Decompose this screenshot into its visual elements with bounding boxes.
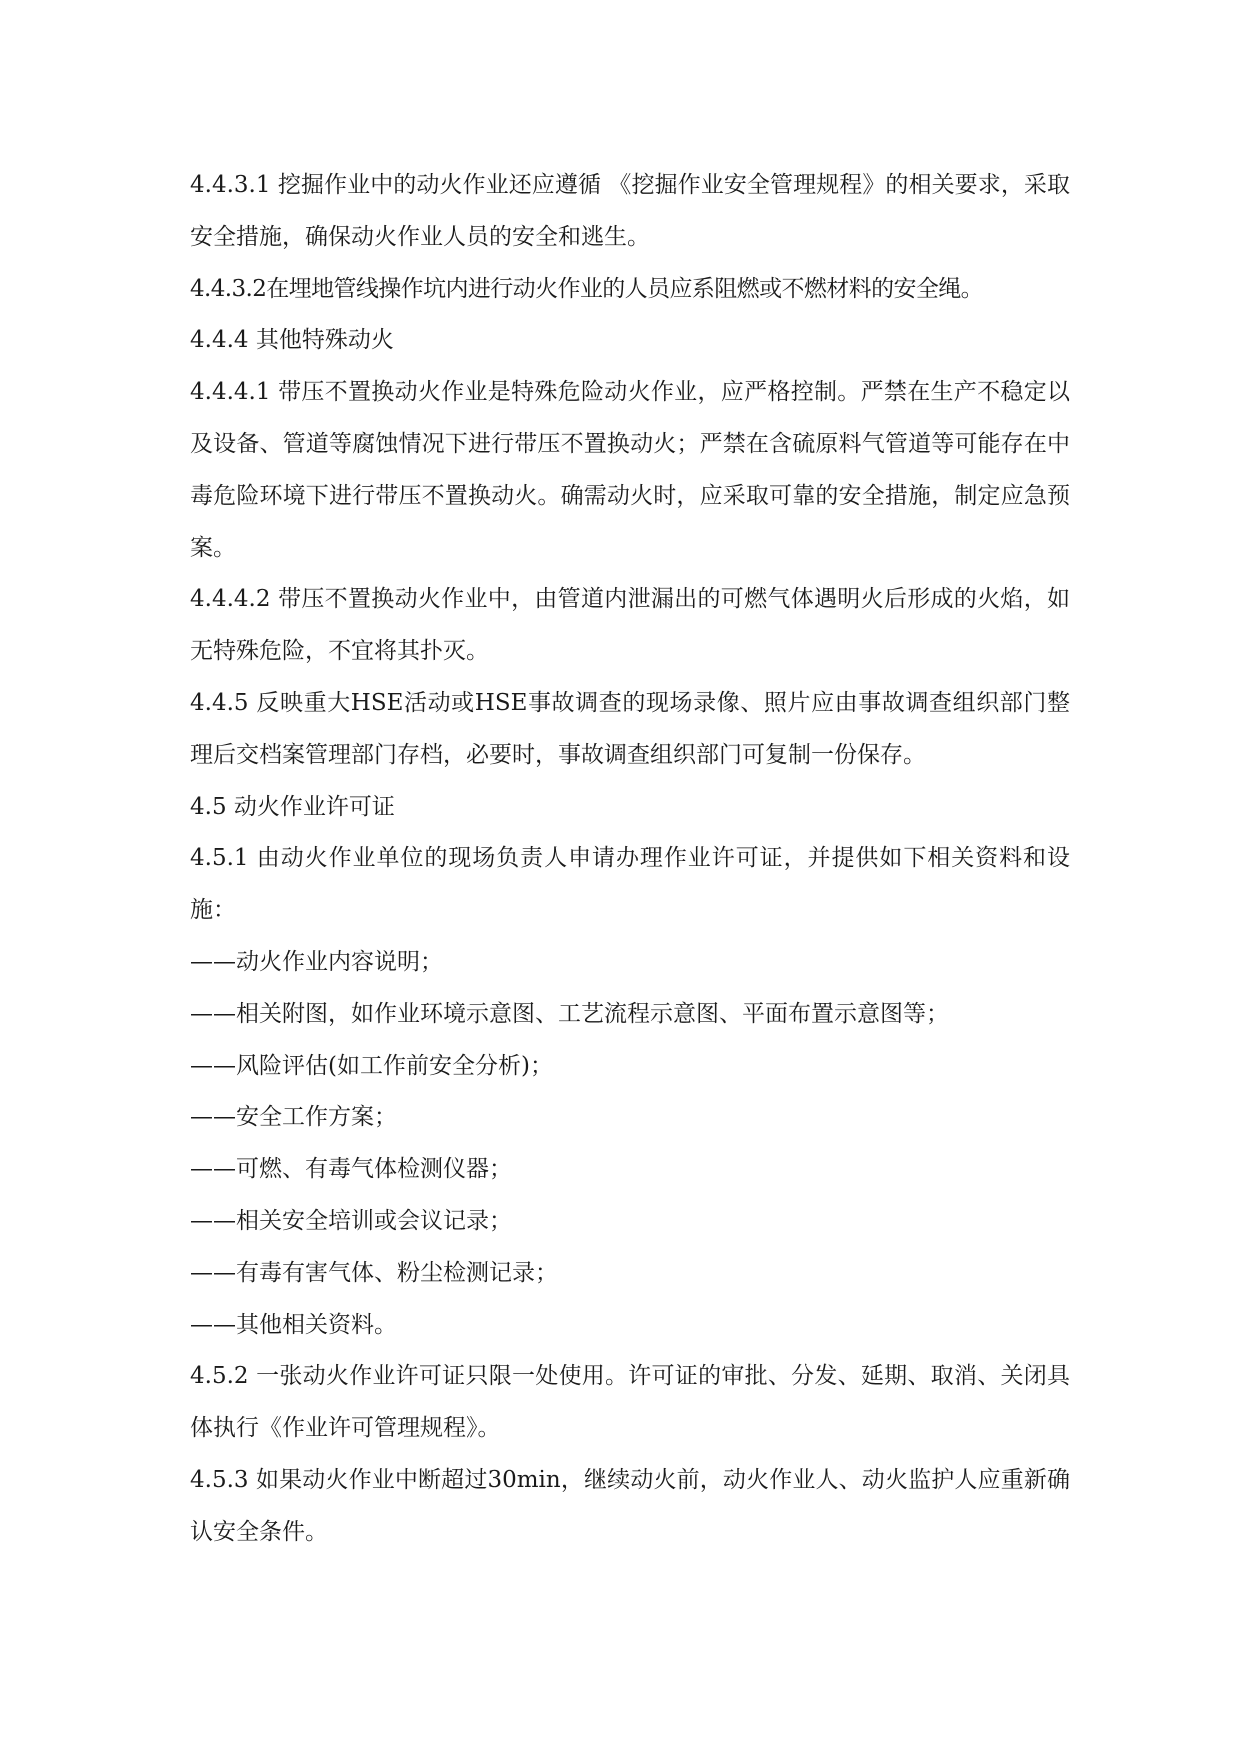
clause-4-4-3-2: 4.4.3.2在埋地管线操作坑内进行动火作业的人员应系阻燃或不燃材料的安全绳。: [190, 275, 984, 302]
clause-4-5-3: 4.5.3 如果动火作业中断超过30min，继续动火前，动火作业人、动火监护人应重新确认安全条件。: [190, 1466, 1070, 1545]
list-item: ——有毒有害气体、粉尘检测记录；: [190, 1259, 558, 1286]
clause-4-4-3-1: 4.4.3.1 挖掘作业中的动火作业还应遵循 《挖掘作业安全管理规程》的相关要求，采取安全措施，确保动火作业人员的安全和逃生。: [190, 172, 1070, 250]
clause-4-5-2: 4.5.2 一张动火作业许可证只限一处使用。许可证的审批、分发、延期、取消、关闭具体执行《作业许可管理规程》。: [190, 1363, 1070, 1442]
list-item: ——安全工作方案；: [190, 1104, 397, 1131]
list-item: ——相关附图，如作业环境示意图、工艺流程示意图、平面布置示意图等；: [190, 1000, 949, 1027]
clause-4-5-1: 4.5.1 由动火作业单位的现场负责人申请办理作业许可证，并提供如下相关资料和设施：: [190, 845, 1070, 924]
heading-4-5: 4.5 动火作业许可证: [190, 793, 395, 820]
heading-4-4-4: 4.4.4 其他特殊动火: [190, 327, 394, 354]
clause-4-4-4-1: 4.4.4.1 带压不置换动火作业是特殊危险动火作业，应严格控制。严禁在生产不稳定以及设备、管道等腐蚀情况下进行带压不置换动火；严禁在含硫原料气管道等可能存在中毒危险环境下进行带压不置换动火。确需动火时，应采取可靠的安全措施，制定应急预案。: [190, 379, 1070, 561]
clause-4-4-5: 4.4.5 反映重大HSE活动或HSE事故调查的现场录像、照片应由事故调查组织部门整理后交档案管理部门存档，必要时，事故调查组织部门可复制一份保存。: [190, 689, 1070, 768]
list-item: ——其他相关资料。: [190, 1311, 397, 1338]
list-item: ——可燃、有毒气体检测仪器；: [190, 1156, 512, 1183]
list-item: ——风险评估(如工作前安全分析)；: [190, 1052, 553, 1079]
list-item: ——相关安全培训或会议记录；: [190, 1207, 512, 1234]
document-body: [190, 160, 1070, 1559]
list-item: ——动火作业内容说明；: [190, 948, 443, 975]
clause-4-4-4-2: 4.4.4.2 带压不置换动火作业中，由管道内泄漏出的可燃气体遇明火后形成的火焰，如无特殊危险，不宜将其扑灭。: [190, 586, 1070, 665]
